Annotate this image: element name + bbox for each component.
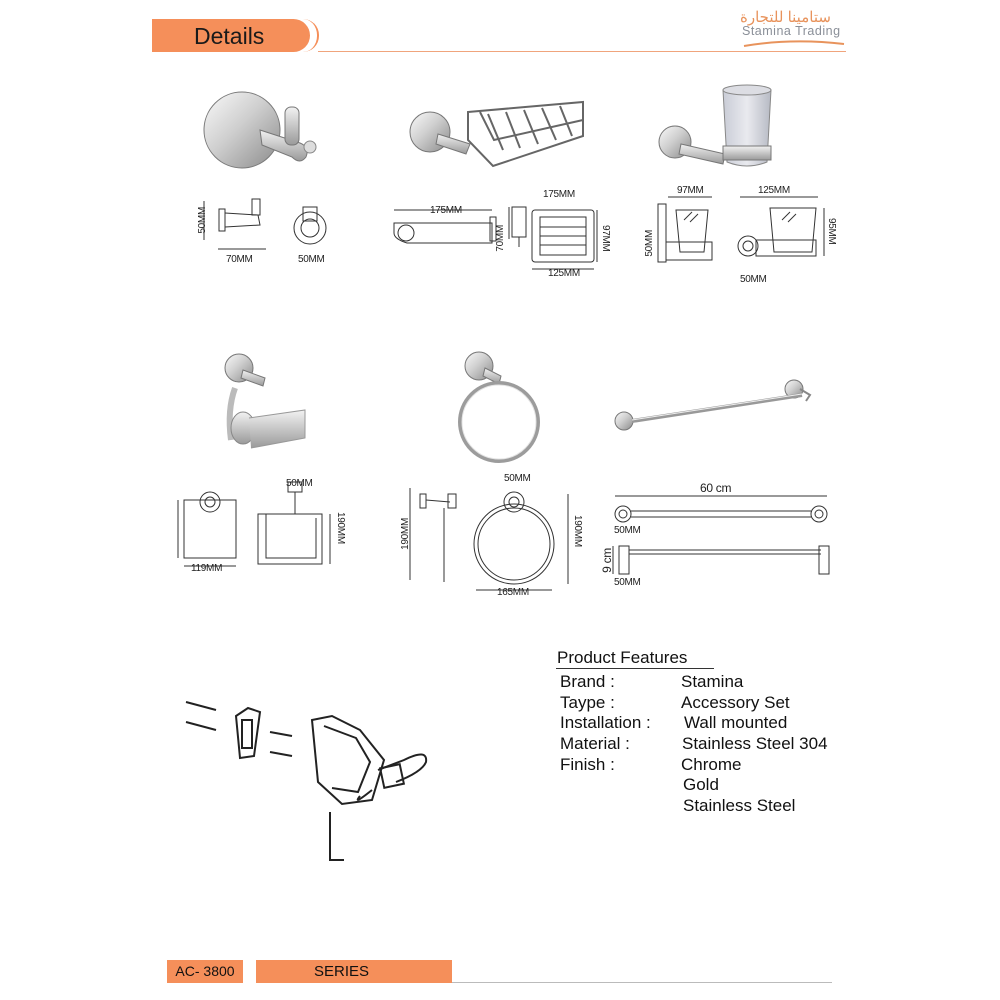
dim-robe-height: 50MM [197,207,208,234]
feature-label-installation: Installation : [560,713,651,732]
dim-robe-depth: 70MM [226,254,253,265]
header-divider [318,51,846,52]
feature-label-material: Material : [560,734,630,753]
towel-ring-diagram [400,480,585,590]
feature-value-finish: Chrome [681,755,742,774]
logo-arabic: ستامينا للتجارة [740,9,831,26]
logo-swoosh [742,40,846,48]
footer-model: AC- 3800 [167,960,243,983]
dim-soap-bottom: 125MM [548,268,580,279]
features-underline [556,668,714,669]
feature-value-finish-gold: Gold [683,775,719,794]
page-title: Details [194,23,265,49]
feature-value-finish-steel: Stainless Steel [683,796,796,815]
dim-robe-diameter: 50MM [298,254,325,265]
dim-tumbler-height-right: 95MM [826,218,837,245]
dim-paper-width: 119MM [191,563,223,574]
dim-tumbler-width-left: 97MM [677,185,704,196]
towel-ring-icon [455,348,550,468]
dim-soap-width-left: 175MM [430,205,462,216]
dim-paper-top: 50MM [286,478,313,489]
dim-bar-depth: 9 cm [600,548,614,573]
dim-ring-height-right: 190MM [572,515,583,547]
dim-soap-depth: 97MM [600,225,611,252]
header-tab-curve [303,19,319,52]
tumbler-holder-icon [655,82,785,182]
feature-label-type: Taype : [560,693,615,712]
features-title: Product Features [557,648,688,667]
paper-holder-icon [215,348,310,458]
footer-series-label: SERIES [314,963,370,980]
footer-divider [452,982,832,983]
feature-value-installation: Wall mounted [684,713,788,732]
exploded-hook-icon [182,690,437,870]
dim-bar-end-bottom: 50MM [614,577,641,588]
footer-series [256,960,452,983]
dim-soap-width-right: 175MM [543,189,575,200]
dim-bar-length: 60 cm [700,481,732,495]
dim-bar-end-top: 50MM [614,525,641,536]
paper-holder-diagram [170,478,330,573]
robe-hook-icon [200,85,325,185]
dim-tumbler-base: 50MM [740,274,767,285]
dim-ring-top: 50MM [504,473,531,484]
dim-tumbler-height-left: 50MM [644,230,655,257]
logo-english: Stamina Trading [742,24,841,38]
dim-ring-height-left: 190MM [400,518,411,550]
header-tab [152,19,310,52]
feature-value-brand: Stamina [681,672,744,691]
feature-label-brand: Brand : [560,672,615,691]
robe-hook-diagram [198,195,338,255]
feature-label-finish: Finish : [560,755,615,774]
towel-bar-icon [612,375,817,440]
dim-soap-height: 70MM [495,225,506,252]
soap-basket-icon [408,92,593,182]
dim-tumbler-width-right: 125MM [758,185,790,196]
feature-value-material: Stainless Steel 304 [682,734,828,753]
dim-ring-width: 165MM [497,587,529,598]
towel-bar-diagram [605,492,840,582]
dim-paper-height: 190MM [335,512,346,544]
feature-value-type: Accessory Set [681,693,790,712]
tumbler-diagram [640,190,840,280]
